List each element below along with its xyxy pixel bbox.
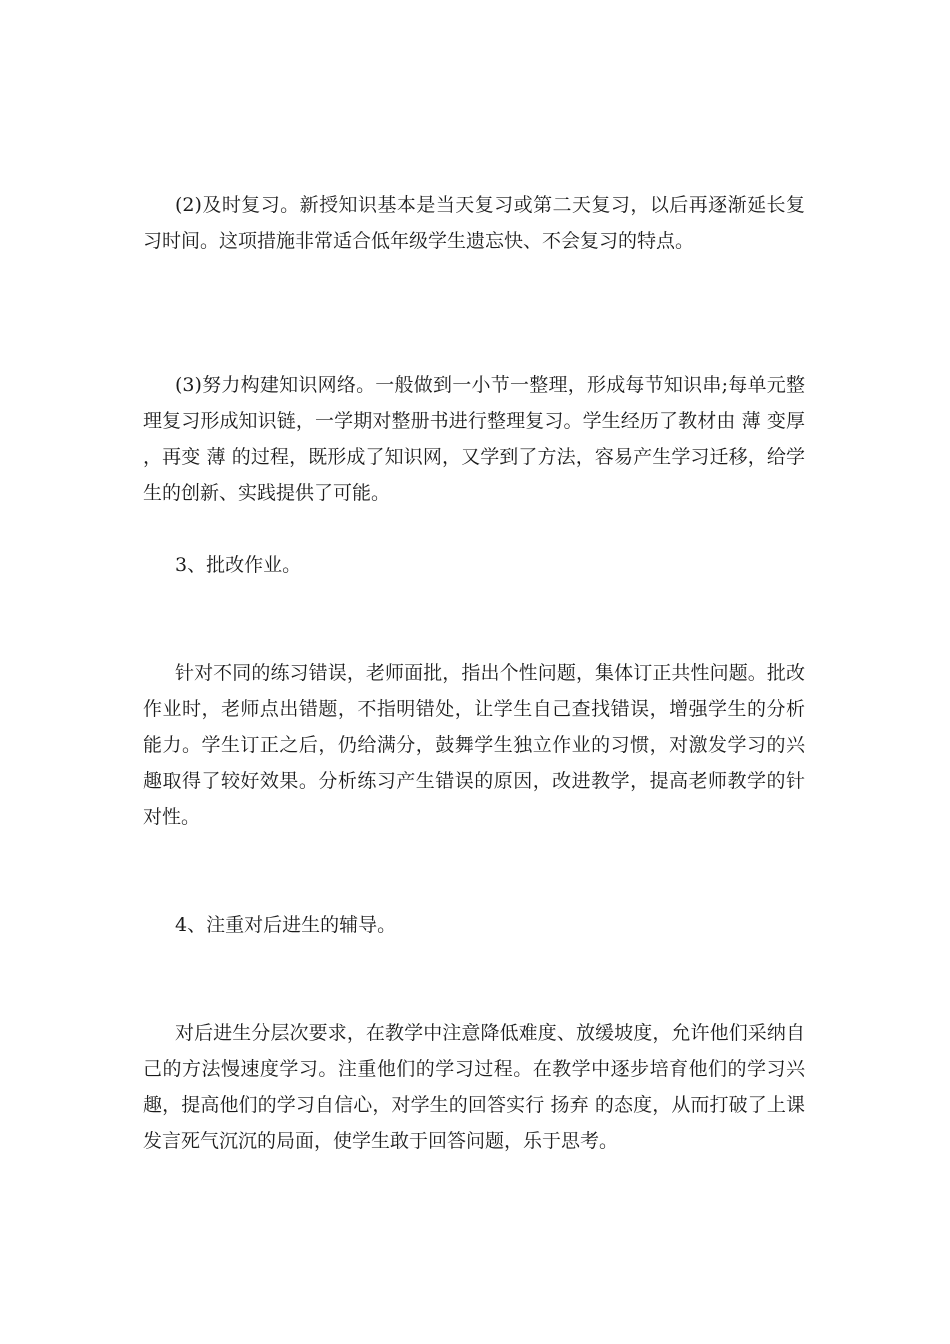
paragraph-knowledge-network: (3)努力构建知识网络。一般做到一小节一整理，形成每节知识串;每单元整理复习形成知识链，一学期对整册书进行整理复习。学生经历了教材由 薄 变厚 ，再变 薄 的过程，既形成了知识网，又学到了方法，容易产生学习迁移，给学生的创新、实践提供了可能。 <box>143 374 805 504</box>
paragraph-timely-review: (2)及时复习。新授知识基本是当天复习或第二天复习，以后再逐渐延长复习时间。这项措施非常适合低年级学生遗忘快、不会复习的特点。 <box>143 194 805 252</box>
section-heading-grading-homework: 3、批改作业。 <box>175 554 302 576</box>
paragraph-grading-homework: 针对不同的练习错误，老师面批，指出个性问题，集体订正共性问题。批改作业时，老师点出错题，不指明错处，让学生自己查找错误，增强学生的分析能力。学生订正之后，仍给满分，鼓舞学生独立作业的习惯，对激发学习的兴趣取得了较好效果。分析练习产生错误的原因，改进教学，提高老师教学的针对性。 <box>143 662 805 828</box>
paragraph-tutoring-struggling-students: 对后进生分层次要求，在教学中注意降低难度、放缓坡度，允许他们采纳自己的方法慢速度学习。注重他们的学习过程。在教学中逐步培育他们的学习兴趣，提高他们的学习自信心，对学生的回答实行 扬弃 的态度，从而打破了上课发言死气沉沉的局面，使学生敢于回答问题，乐于思考。 <box>143 1022 805 1152</box>
section-heading-tutoring-struggling-students: 4、注重对后进生的辅导。 <box>175 914 397 936</box>
